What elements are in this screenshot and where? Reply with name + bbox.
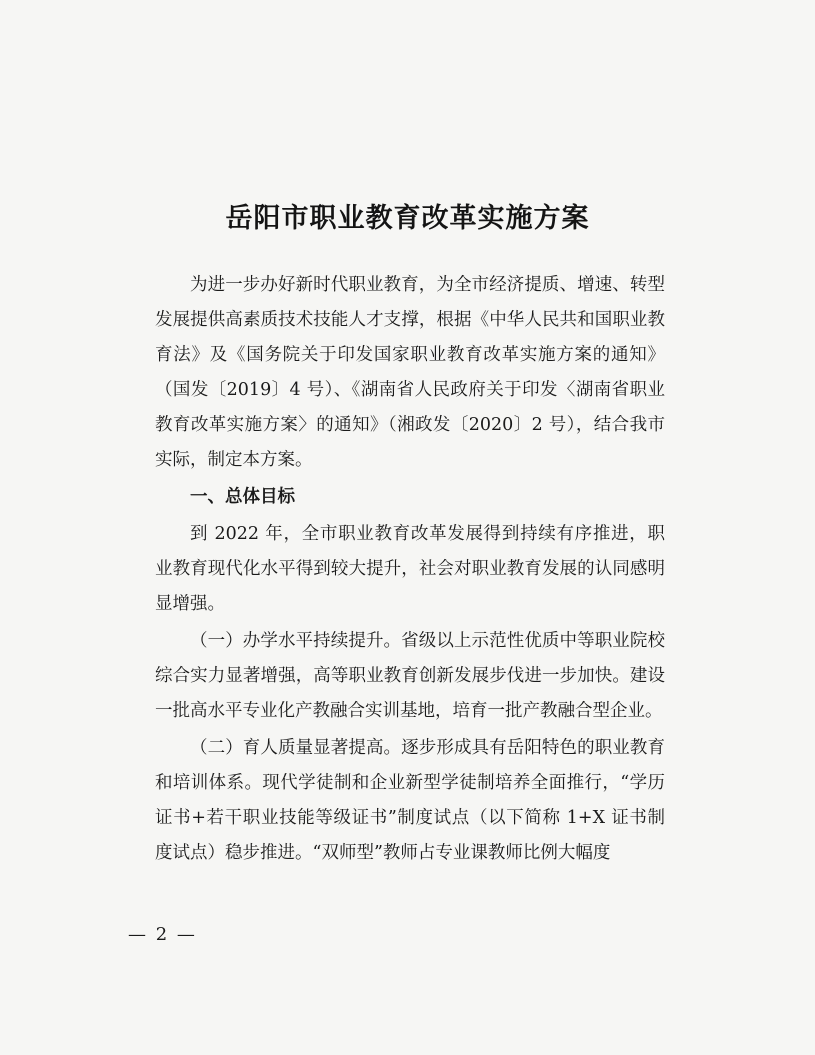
intro-paragraph: 为进一步办好新时代职业教育，为全市经济提质、增速、转型发展提供高素质技术技能人才支撑，根据《中华人民共和国职业教育法》及《国务院关于印发国家职业教育改革实施方案的通知》（国发〔2019〕4 号）、《湖南省人民政府关于印发〈湖南省职业教育改革实施方案〉的通知》（湘政发〔2020〕2 号），结合我市实际，制定本方案。 bbox=[155, 275, 665, 470]
section-heading-overall-goal: 一、总体目标 bbox=[190, 487, 295, 507]
goal-paragraph: 到 2022 年，全市职业教育改革发展得到持续有序推进，职业教育现代化水平得到较大提升，社会对职业教育发展的认同感明显增强。 bbox=[155, 524, 665, 614]
document-title: 岳阳市职业教育改革实施方案 bbox=[225, 203, 590, 234]
page-number: — 2 — bbox=[128, 924, 197, 945]
goal-item-2-paragraph: （二）育人质量显著提高。逐步形成具有岳阳特色的职业教育和培训体系。现代学徒制和企业新型学徒制培养全面推行，“学历证书+若干职业技能等级证书”制度试点（以下简称 1+X 证书制度试点）稳步推进。“双师型”教师占专业课教师比例大幅度 bbox=[155, 738, 665, 863]
goal-item-1-paragraph: （一）办学水平持续提升。省级以上示范性优质中等职业院校综合实力显著增强，高等职业教育创新发展步伐进一步加快。建设一批高水平专业化产教融合实训基地，培育一批产教融合型企业。 bbox=[155, 631, 665, 721]
document-body bbox=[155, 268, 665, 871]
